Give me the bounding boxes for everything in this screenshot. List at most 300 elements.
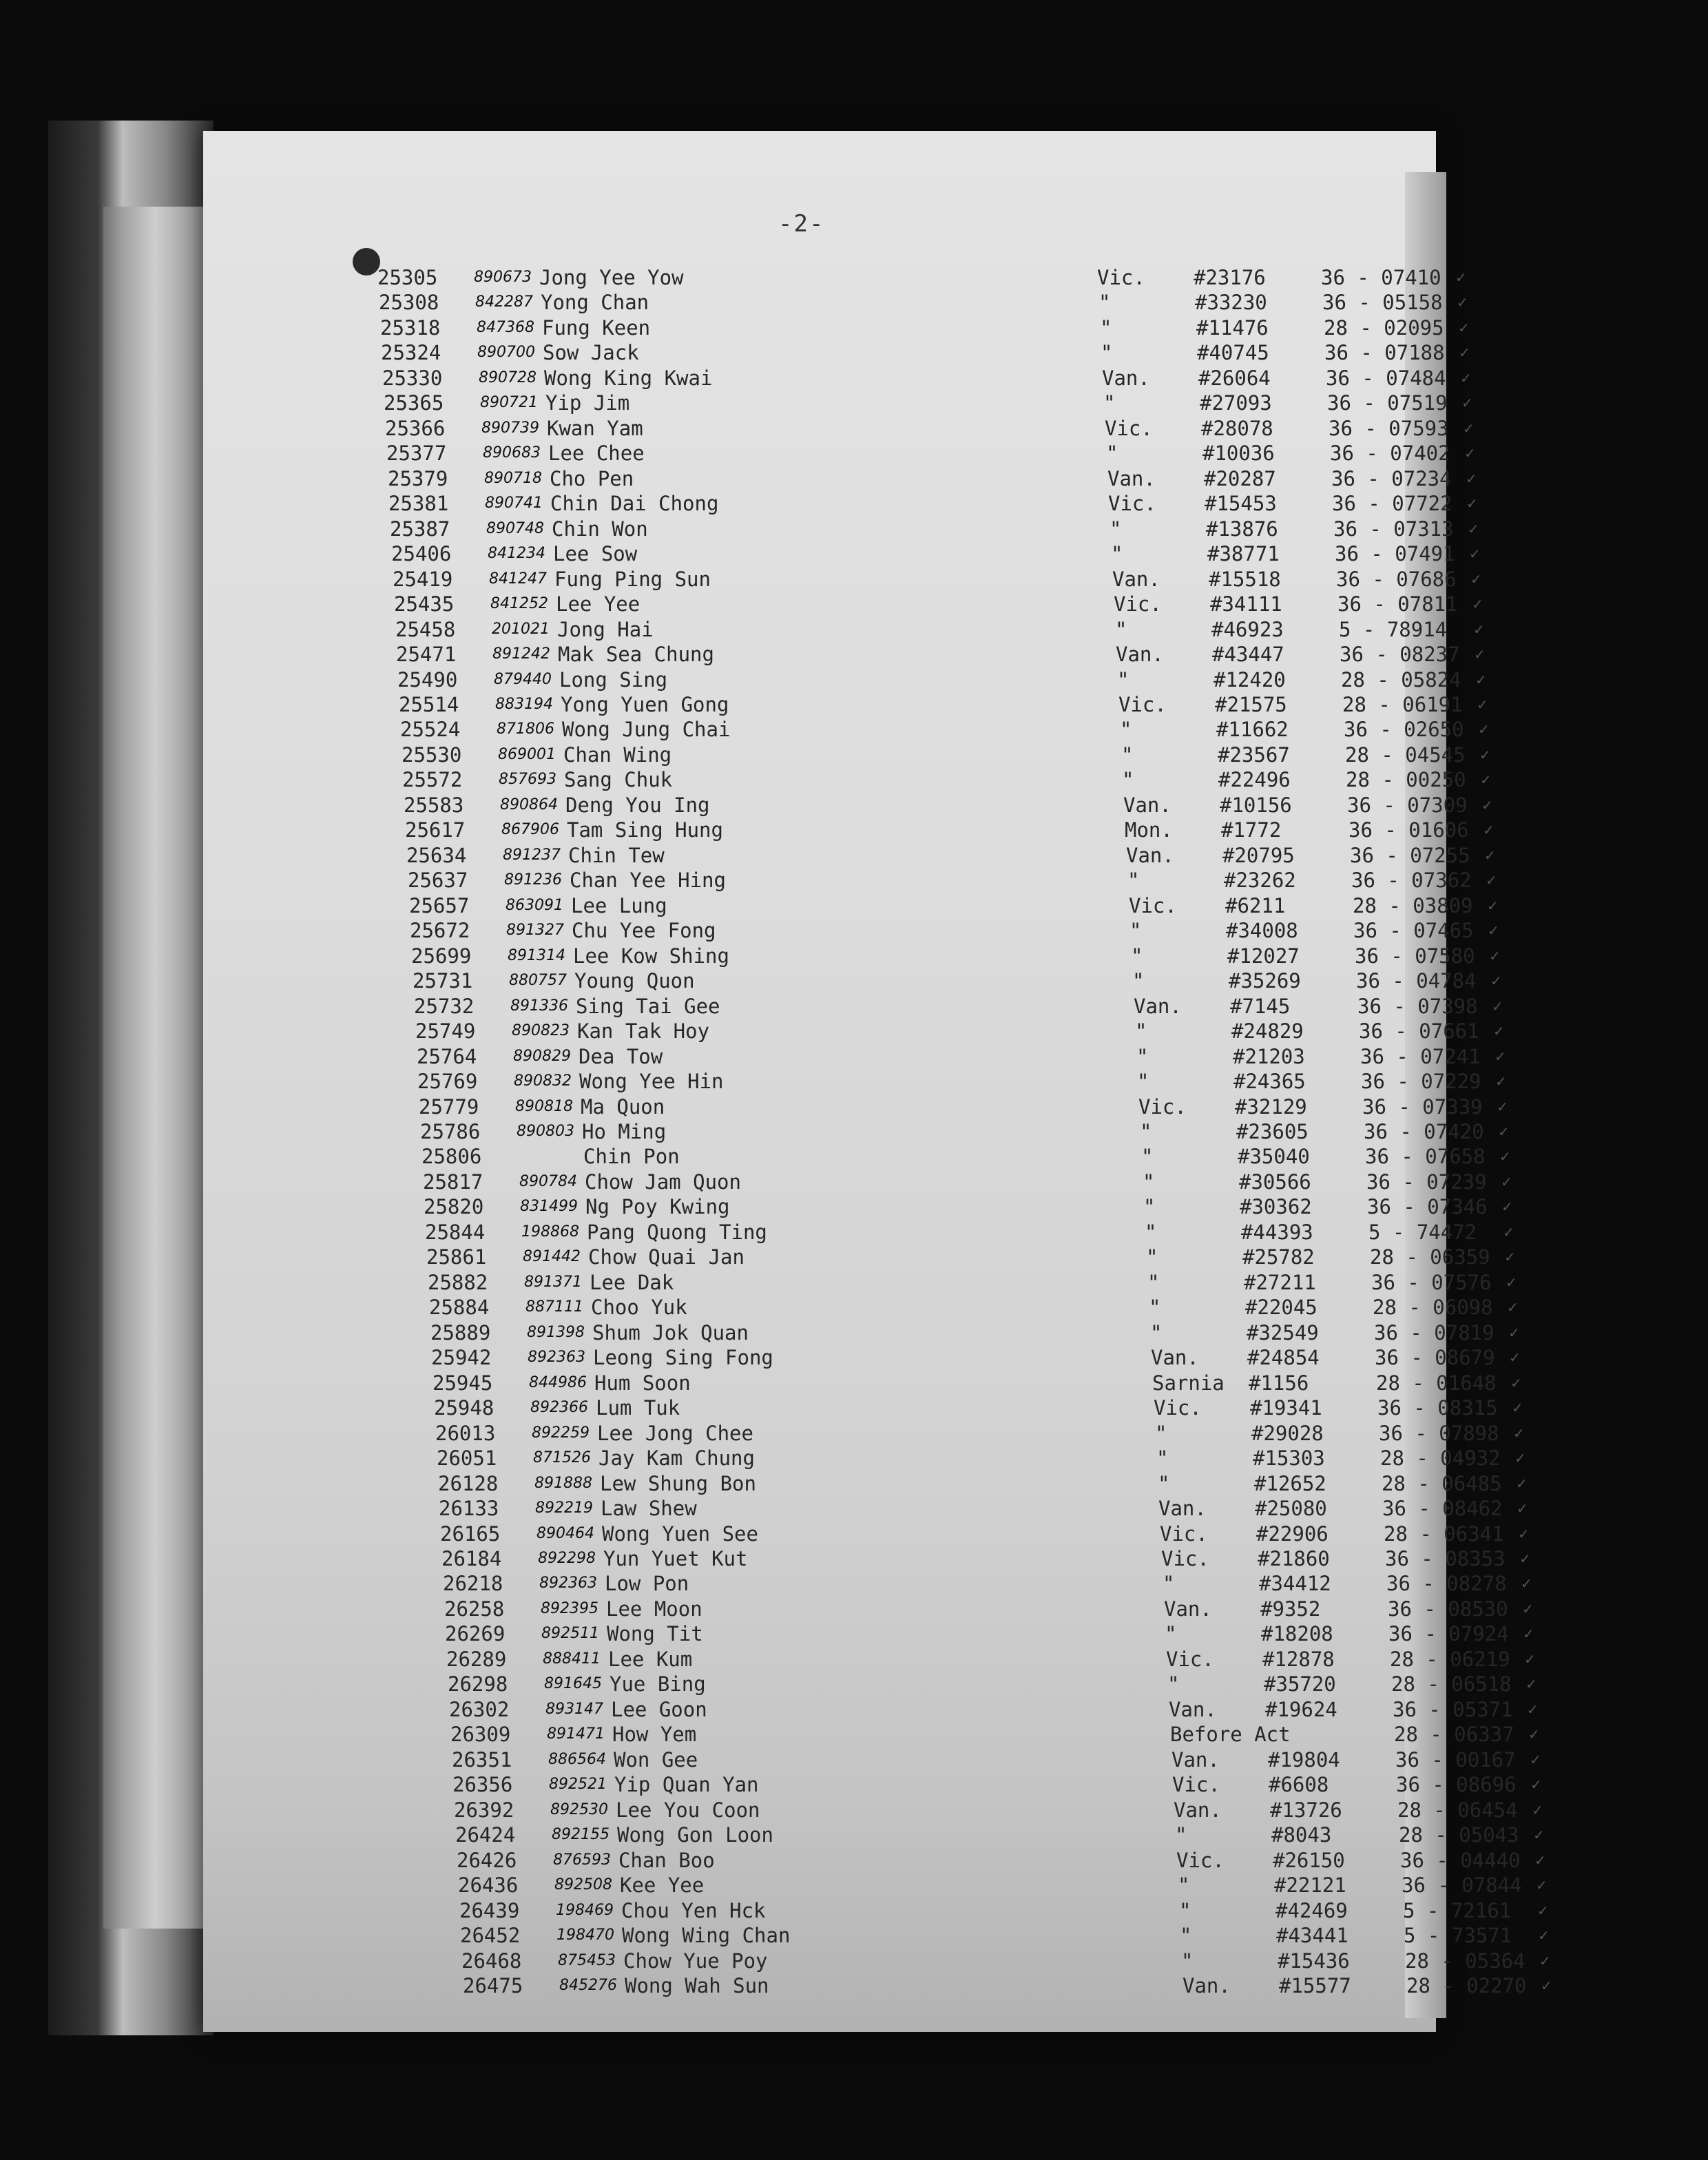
check-mark: ✓ (1508, 1325, 1520, 1341)
certificate-number: #26064 (1198, 366, 1271, 390)
registry-row (433, 1371, 1548, 1395)
registration-number: 26439 (459, 1899, 520, 1922)
handwritten-number: 847368 (477, 319, 534, 336)
reference-code: 36 - 07811 (1337, 592, 1458, 616)
place-of-registry: " (1165, 1622, 1177, 1645)
place-of-registry: Van. (1174, 1798, 1222, 1822)
check-mark: ✓ (1536, 1877, 1548, 1893)
check-mark: ✓ (1530, 1752, 1541, 1768)
reference-code: 5 - 72161 (1403, 1899, 1512, 1922)
person-name: Lee Chee (548, 442, 645, 465)
handwritten-number: 863091 (506, 897, 563, 914)
reference-code: 5 - 74472 (1368, 1221, 1477, 1244)
handwritten-number: 879440 (494, 671, 552, 688)
check-mark: ✓ (1484, 847, 1496, 864)
person-name: Yong Chan (541, 291, 649, 314)
place-of-registry: " (1110, 517, 1122, 541)
place-of-registry: " (1101, 341, 1113, 364)
person-name: Kwan Yam (547, 417, 643, 440)
registry-row (439, 1496, 1554, 1521)
person-name: Wong Yuen See (602, 1522, 758, 1546)
certificate-number: #35269 (1229, 969, 1301, 993)
handwritten-number: 857693 (499, 771, 556, 788)
certificate-number: #23176 (1194, 266, 1266, 289)
place-of-registry: " (1178, 1873, 1190, 1897)
registry-row (386, 441, 1502, 466)
person-name: Deng You Ing (565, 793, 710, 817)
certificate-number: #13726 (1270, 1798, 1342, 1822)
check-mark: ✓ (1474, 646, 1486, 663)
handwritten-number: 892219 (535, 1499, 593, 1517)
reference-code: 36 - 07722 (1332, 492, 1452, 515)
certificate-number: #23567 (1218, 743, 1290, 767)
registration-number: 25889 (430, 1321, 491, 1344)
handwritten-number: 875453 (558, 1952, 616, 1969)
registration-number: 25387 (390, 517, 450, 541)
registry-row (415, 1019, 1531, 1043)
person-name: Chan Wing (563, 743, 672, 767)
person-name: Won Gee (614, 1748, 698, 1772)
registration-number: 25381 (388, 492, 449, 515)
registry-row (404, 793, 1519, 818)
registration-number: 25817 (423, 1170, 483, 1194)
place-of-registry: Van. (1169, 1698, 1217, 1721)
check-mark: ✓ (1494, 1048, 1506, 1065)
registration-number: 25884 (429, 1296, 490, 1319)
reference-code: 28 - 02270 (1406, 1974, 1527, 1997)
reference-code: 36 - 07420 (1364, 1120, 1484, 1143)
handwritten-number: 892508 (554, 1876, 612, 1893)
handwritten-number: 841234 (488, 545, 545, 562)
registration-number: 25365 (384, 391, 444, 415)
reference-code: 28 - 01648 (1376, 1371, 1497, 1395)
person-name: Lee Kum (608, 1648, 693, 1671)
reference-code: 28 - 02095 (1324, 316, 1444, 340)
handwritten-number: 890700 (477, 344, 535, 361)
person-name: Fung Ping Sun (554, 568, 711, 591)
person-name: Ng Poy Kwing (585, 1195, 730, 1218)
handwritten-number: 886564 (548, 1751, 606, 1768)
certificate-number: #24829 (1231, 1019, 1304, 1043)
certificate-number: #44393 (1241, 1221, 1313, 1244)
place-of-registry: " (1150, 1321, 1163, 1344)
certificate-number: #25080 (1255, 1497, 1327, 1520)
registration-number: 25699 (411, 944, 472, 968)
registration-number: 25769 (417, 1070, 478, 1093)
check-mark: ✓ (1503, 1224, 1514, 1240)
place-of-registry: " (1179, 1899, 1191, 1922)
place-of-registry: Van. (1123, 793, 1171, 817)
registration-number: 25524 (400, 718, 461, 741)
registration-number: 25435 (394, 592, 455, 616)
certificate-number: #40745 (1197, 341, 1269, 364)
registration-number: 25471 (396, 643, 457, 666)
registration-number: 26356 (452, 1773, 513, 1796)
person-name: Shum Jok Quan (592, 1321, 749, 1344)
place-of-registry: " (1175, 1823, 1187, 1847)
certificate-number: #22045 (1245, 1296, 1318, 1319)
certificate-number: #1772 (1221, 818, 1282, 842)
check-mark: ✓ (1519, 1550, 1531, 1567)
handwritten-number: 891645 (544, 1675, 602, 1692)
registration-number: 25330 (382, 366, 443, 390)
registration-number: 25942 (431, 1346, 492, 1369)
registration-number: 26424 (455, 1823, 516, 1847)
reference-code: 36 - 07593 (1329, 417, 1449, 440)
person-name: Wong Wing Chan (622, 1924, 791, 1947)
check-mark: ✓ (1464, 445, 1476, 461)
place-of-registry: Vic. (1114, 592, 1162, 616)
reference-code: 5 - 78914 (1339, 618, 1448, 641)
place-of-registry: Vic. (1160, 1522, 1208, 1546)
reference-code: 28 - 04932 (1380, 1446, 1501, 1470)
handwritten-number: 893147 (545, 1701, 603, 1718)
registry-row (438, 1471, 1554, 1496)
registry-row (409, 893, 1525, 918)
handwritten-number: 890718 (484, 470, 542, 487)
check-mark: ✓ (1492, 998, 1503, 1015)
handwritten-number: 891242 (492, 645, 550, 663)
place-of-registry: " (1149, 1296, 1161, 1319)
check-mark: ✓ (1517, 1500, 1528, 1517)
handwritten-number: 890721 (480, 394, 538, 411)
reference-code: 36 - 07309 (1347, 793, 1468, 817)
certificate-number: #12027 (1227, 944, 1300, 968)
registry-row (400, 717, 1516, 742)
handwritten-number: 890748 (486, 520, 544, 537)
person-name: Lee Yee (556, 592, 640, 616)
registration-number: 25820 (424, 1195, 484, 1218)
registry-row (441, 1546, 1557, 1571)
registration-number: 25379 (388, 467, 448, 490)
registration-number: 25583 (404, 793, 464, 817)
check-mark: ✓ (1463, 420, 1475, 437)
check-mark: ✓ (1468, 521, 1479, 537)
registration-number: 25530 (402, 743, 462, 767)
registration-number: 26013 (435, 1422, 496, 1445)
certificate-number: #23262 (1224, 869, 1296, 892)
reference-code: 36 - 07661 (1359, 1019, 1479, 1043)
place-of-registry: " (1100, 316, 1112, 340)
person-name: Ma Quon (581, 1095, 665, 1119)
reference-code: 28 - 06337 (1394, 1723, 1514, 1746)
certificate-number: #13876 (1206, 517, 1278, 541)
certificate-number: #20795 (1222, 844, 1295, 867)
handwritten-number: 867906 (501, 821, 559, 838)
place-of-registry: " (1181, 1949, 1194, 1973)
registration-number: 25779 (419, 1095, 479, 1119)
registration-number: 25882 (428, 1271, 488, 1294)
place-of-registry: " (1180, 1924, 1192, 1947)
check-mark: ✓ (1495, 1073, 1507, 1090)
check-mark: ✓ (1537, 1902, 1549, 1919)
reference-code: 36 - 07188 (1324, 341, 1445, 364)
reference-code: 36 - 07402 (1330, 442, 1450, 465)
check-mark: ✓ (1458, 320, 1470, 336)
certificate-number: #11662 (1216, 718, 1289, 741)
place-of-registry: " (1111, 542, 1123, 565)
reference-code: 36 - 07239 (1366, 1170, 1487, 1194)
person-name: Pang Quong Ting (587, 1221, 767, 1244)
reference-code: 36 - 07924 (1388, 1622, 1509, 1645)
place-of-registry: " (1137, 1070, 1149, 1093)
registration-number: 25324 (381, 341, 441, 364)
registration-number: 26392 (454, 1798, 514, 1822)
reference-code: 28 - 06518 (1391, 1672, 1512, 1696)
place-of-registry: " (1117, 668, 1129, 692)
certificate-number: #21860 (1258, 1547, 1330, 1570)
handwritten-number: 890784 (519, 1173, 577, 1190)
registration-number: 25406 (391, 542, 452, 565)
handwritten-number: 891314 (508, 947, 565, 964)
handwritten-number: 890803 (517, 1123, 574, 1140)
certificate-number: #15436 (1278, 1949, 1350, 1973)
registry-row (384, 391, 1499, 415)
check-mark: ✓ (1530, 1776, 1542, 1793)
check-mark: ✓ (1513, 1425, 1525, 1442)
check-mark: ✓ (1506, 1274, 1517, 1291)
handwritten-number: 891398 (527, 1324, 585, 1341)
check-mark: ✓ (1477, 696, 1488, 713)
check-mark: ✓ (1514, 1450, 1526, 1466)
registration-number: 25377 (386, 442, 447, 465)
registry-row (421, 1144, 1537, 1169)
reference-code: 36 - 07491 (1335, 542, 1455, 565)
place-of-registry: " (1136, 1045, 1149, 1068)
place-of-registry: " (1115, 618, 1127, 641)
handwritten-number: 892259 (532, 1424, 590, 1442)
check-mark: ✓ (1533, 1827, 1545, 1843)
handwritten-number: 891442 (523, 1248, 581, 1265)
registration-number: 25806 (421, 1145, 482, 1168)
registry-row (448, 1672, 1563, 1696)
certificate-number: #42469 (1275, 1899, 1348, 1922)
certificate-number: #22496 (1218, 768, 1291, 791)
reference-code: 28 - 04545 (1345, 743, 1466, 767)
place-of-registry: Van. (1102, 366, 1150, 390)
certificate-number: #35720 (1264, 1672, 1336, 1696)
handwritten-number: 892298 (538, 1550, 596, 1567)
place-of-registry: Van. (1134, 995, 1182, 1018)
certificate-number: #12420 (1214, 668, 1286, 692)
registration-number: 25764 (417, 1045, 477, 1068)
registry-row (388, 466, 1503, 491)
check-mark: ✓ (1461, 395, 1473, 411)
certificate-number: #15518 (1209, 568, 1281, 591)
check-mark: ✓ (1487, 897, 1499, 914)
handwritten-number: 890818 (515, 1098, 573, 1115)
certificate-number: #27093 (1200, 391, 1272, 415)
place-of-registry: " (1122, 768, 1134, 791)
place-of-registry: " (1143, 1195, 1156, 1218)
person-name: Young Quon (574, 969, 695, 993)
registry-row (413, 968, 1528, 993)
place-of-registry: " (1156, 1446, 1169, 1470)
registration-number: 25617 (405, 818, 466, 842)
person-name: Chu Yee Fong (572, 919, 716, 942)
person-name: Fung Keen (542, 316, 651, 340)
person-name: Lum Tuk (596, 1396, 680, 1420)
handwritten-number: 892155 (552, 1826, 610, 1843)
place-of-registry: " (1143, 1170, 1155, 1194)
registry-row (455, 1823, 1571, 1847)
place-of-registry: Vic. (1105, 417, 1153, 440)
reference-code: 36 - 02650 (1344, 718, 1464, 741)
handwritten-number: 890673 (474, 269, 532, 286)
certificate-number: #10156 (1220, 793, 1292, 817)
certificate-number: #8043 (1271, 1823, 1332, 1847)
reference-code: 36 - 00167 (1395, 1748, 1516, 1772)
reference-code: 36 - 08696 (1396, 1773, 1517, 1796)
handwritten-number: 892395 (541, 1600, 598, 1617)
person-name: Yun Yuet Kut (603, 1547, 748, 1570)
certificate-number: #6608 (1269, 1773, 1329, 1796)
reference-code: 36 - 07234 (1331, 467, 1452, 490)
certificate-number: #15577 (1279, 1974, 1351, 1997)
handwritten-number: 869001 (498, 746, 556, 763)
registration-number: 26133 (439, 1497, 499, 1520)
person-name: Sing Tai Gee (576, 995, 720, 1018)
registry-row (395, 617, 1511, 642)
person-name: Kee Yee (620, 1873, 705, 1897)
reference-code: 36 - 07576 (1371, 1271, 1492, 1294)
registry-row (391, 541, 1507, 566)
reference-code: 36 - 08530 (1388, 1597, 1508, 1621)
registry-row (390, 517, 1506, 541)
place-of-registry: Vic. (1138, 1095, 1187, 1119)
handwritten-number: 891336 (510, 997, 568, 1015)
person-name: Yip Jim (545, 391, 630, 415)
check-mark: ✓ (1466, 495, 1478, 512)
handwritten-number: 890832 (514, 1072, 572, 1090)
reference-code: 28 - 06359 (1370, 1245, 1490, 1269)
place-of-registry: " (1155, 1422, 1167, 1445)
registration-number: 25572 (402, 768, 463, 791)
place-of-registry: " (1129, 919, 1142, 942)
check-mark: ✓ (1518, 1526, 1530, 1542)
reference-code: 28 - 05364 (1405, 1949, 1525, 1973)
certificate-number: #22906 (1256, 1522, 1329, 1546)
certificate-number: #12652 (1254, 1472, 1326, 1495)
reference-code: 36 - 07519 (1327, 391, 1448, 415)
handwritten-number: 201021 (492, 621, 550, 638)
certificate-number: #43447 (1212, 643, 1284, 666)
handwritten-number: 890464 (537, 1525, 594, 1542)
registration-number: 26258 (444, 1597, 505, 1621)
registry-row (417, 1044, 1532, 1069)
place-of-registry: " (1132, 969, 1145, 993)
check-mark: ✓ (1497, 1099, 1508, 1115)
reference-code: 28 - 06098 (1373, 1296, 1493, 1319)
check-mark: ✓ (1457, 294, 1468, 311)
check-mark: ✓ (1475, 672, 1487, 688)
registry-row (419, 1094, 1534, 1119)
place-of-registry: " (1167, 1672, 1180, 1696)
registration-number: 25732 (414, 995, 475, 1018)
reference-code: 28 - 05043 (1399, 1823, 1519, 1847)
person-name: Lee Lung (571, 894, 667, 917)
check-mark: ✓ (1528, 1726, 1540, 1743)
reference-code: 36 - 07465 (1353, 919, 1474, 942)
check-mark: ✓ (1532, 1802, 1543, 1818)
place-of-registry: " (1127, 869, 1140, 892)
registration-number: 26289 (446, 1648, 507, 1671)
handwritten-number: 888411 (543, 1650, 601, 1668)
registration-number: 25786 (420, 1120, 481, 1143)
person-name: Wong Wah Sun (625, 1974, 769, 1997)
check-mark: ✓ (1527, 1701, 1539, 1718)
place-of-registry: Mon. (1125, 818, 1173, 842)
registration-number: 25308 (379, 291, 439, 314)
reference-code: 36 - 07241 (1360, 1045, 1481, 1068)
certificate-number: #30362 (1240, 1195, 1312, 1218)
registration-number: 25861 (426, 1245, 487, 1269)
place-of-registry: " (1140, 1120, 1152, 1143)
person-name: Long Sing (559, 668, 668, 692)
registry-row (380, 315, 1496, 340)
registration-number: 25731 (413, 969, 473, 993)
certificate-number: #32129 (1235, 1095, 1307, 1119)
reference-code: 28 - 06341 (1384, 1522, 1504, 1546)
person-name: Lee Dak (590, 1271, 674, 1294)
place-of-registry: Before Act (1170, 1723, 1291, 1746)
handwritten-number: 890823 (512, 1022, 570, 1039)
check-mark: ✓ (1524, 1651, 1536, 1668)
person-name: Hum Soon (594, 1371, 691, 1395)
person-name: How Yem (612, 1723, 697, 1746)
handwritten-number: 871526 (533, 1449, 591, 1466)
reference-code: 36 - 07339 (1362, 1095, 1483, 1119)
person-name: Wong Gon Loon (617, 1823, 773, 1847)
check-mark: ✓ (1521, 1575, 1532, 1592)
reference-code: 5 - 73571 (1404, 1924, 1512, 1947)
certificate-number: #26150 (1273, 1849, 1345, 1872)
reference-code: 36 - 05158 (1322, 291, 1443, 314)
registry-row (452, 1747, 1568, 1772)
place-of-registry: Van. (1112, 568, 1160, 591)
certificate-number: #1156 (1249, 1371, 1309, 1395)
place-of-registry: Vic. (1166, 1648, 1214, 1671)
check-mark: ✓ (1501, 1174, 1512, 1190)
handwritten-number: 841247 (489, 570, 547, 588)
registration-number: 25305 (377, 266, 438, 289)
person-name: Dea Tow (579, 1045, 663, 1068)
registry-row (430, 1320, 1546, 1345)
handwritten-number: 883194 (495, 696, 553, 713)
registry-row (428, 1270, 1543, 1295)
check-mark: ✓ (1470, 571, 1482, 588)
reference-code: 28 - 06454 (1397, 1798, 1518, 1822)
handwritten-number: 892530 (550, 1801, 608, 1818)
handwritten-number: 198868 (521, 1223, 579, 1240)
person-name: Wong Jung Chai (562, 718, 731, 741)
registration-number: 25458 (395, 618, 456, 641)
certificate-number: #29028 (1251, 1422, 1324, 1445)
check-mark: ✓ (1489, 948, 1501, 964)
check-mark: ✓ (1466, 470, 1477, 487)
certificate-number: #23605 (1236, 1120, 1309, 1143)
reference-code: 36 - 07686 (1336, 568, 1457, 591)
check-mark: ✓ (1473, 621, 1485, 638)
place-of-registry: Vic. (1108, 492, 1156, 515)
certificate-number: #34008 (1226, 919, 1298, 942)
handwritten-number: 890683 (483, 444, 541, 461)
registration-number: 26165 (440, 1522, 501, 1546)
certificate-number: #27211 (1244, 1271, 1316, 1294)
registry-row (460, 1923, 1576, 1948)
check-mark: ✓ (1469, 546, 1481, 562)
registration-number: 25490 (397, 668, 458, 692)
